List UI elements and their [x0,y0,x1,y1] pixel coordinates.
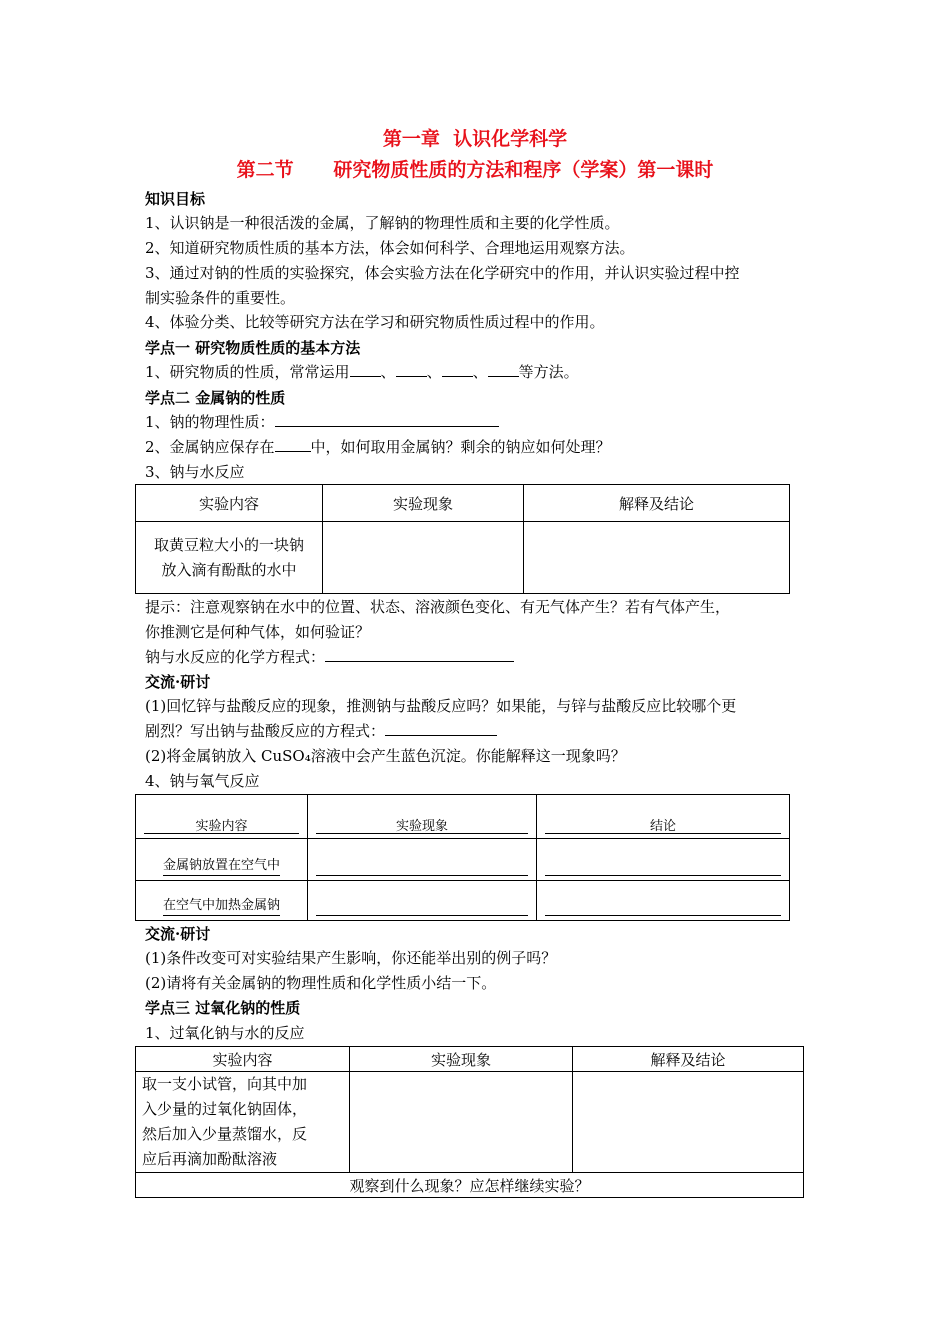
hint-line: 你推测它是何种气体，如何验证？ [145,623,371,641]
table-header: 解释及结论 [573,1047,804,1072]
discuss-heading: 交流·研讨 [145,673,211,691]
header-text: 结论 [545,815,781,834]
goal-item: 1、认识钠是一种很活泼的金属，了解钠的物理性质和主要的化学性质。 [145,214,620,232]
sodium-oxygen-table [135,794,790,921]
question-text: 1、研究物质的性质，常常运用 [145,363,350,381]
fill-blank[interactable] [396,362,427,377]
table-header [136,795,308,839]
discuss-question: (2)请将有关金属钠的物理性质和化学性质小结一下。 [145,974,497,992]
point1-question [145,362,579,382]
header-text: 实验现象 [316,815,528,834]
discuss-heading: 交流·研讨 [145,925,211,943]
answer-line [545,897,781,916]
question-text: 剧烈？写出钠与盐酸反应的方程式： [145,722,386,740]
fill-blank[interactable] [325,647,514,662]
header-text: 实验内容 [144,815,299,834]
point2-q4: 4、钠与氧气反应 [145,772,260,790]
discuss-question [145,721,497,741]
table-cell [136,1072,350,1173]
discuss-question: (2)将金属钠放入 CuSO₄溶液中会产生蓝色沉淀。你能解释这一现象吗？ [145,747,626,765]
point2-q2 [145,437,611,457]
cell-text: 入少量的过氧化钠固体， [142,1100,308,1118]
question-text: 等方法。 [518,363,579,381]
chapter-title: 第一章 认识化学科学 [382,128,568,150]
cell-text: 取黄豆粒大小的一块钠 [153,535,304,554]
sodium-water-table [135,484,790,594]
point2-q3: 3、钠与水反应 [145,463,245,481]
fill-blank[interactable] [275,412,499,427]
goal-item: 4、体验分类、比较等研究方法在学习和研究物质性质过程中的作用。 [145,313,605,331]
answer-line [545,857,781,876]
goal-item: 3、通过对钠的性质的实验探究，体会实验方法在化学研究中的作用，并认识实验过程中控 [145,264,740,282]
separator: 、 [426,363,442,381]
hint-line: 提示：注意观察钠在水中的位置、状态、溶液颜色变化、有无气体产生？若有气体产生， [145,598,731,616]
answer-line [316,857,528,876]
separator: 、 [380,363,396,381]
cell-text: 然后加入少量蒸馏水，反 [142,1125,308,1143]
question-text: 2、金属钠应保存在 [145,438,275,456]
table-header: 实验现象 [350,1047,573,1072]
separator: 、 [472,363,488,381]
answer-cell[interactable] [537,839,790,881]
goal-item: 2、知道研究物质性质的基本方法，体会如何科学、合理地运用观察方法。 [145,239,635,257]
table-cell [136,839,308,881]
table-header [308,795,537,839]
table-header: 实验现象 [323,485,524,522]
table-header: 实验内容 [136,485,323,522]
answer-cell[interactable] [308,839,537,881]
cell-text: 金属钠放置在空气中 [163,857,280,876]
fill-blank[interactable] [442,362,473,377]
fill-blank[interactable] [275,437,311,452]
point3-q1: 1、过氧化钠与水的反应 [145,1024,305,1042]
goals-heading: 知识目标 [145,190,206,208]
cell-text: 放入滴有酚酞的水中 [161,560,297,579]
question-text: 中，如何取用金属钠？剩余的钠应如何处理？ [310,438,611,456]
table-header: 解释及结论 [524,485,790,522]
peroxide-water-table [135,1046,804,1198]
answer-line [316,897,528,916]
table-cell [136,881,308,921]
cell-text: 在空气中加热金属钠 [163,897,280,916]
section-title: 第二节 研究物质性质的方法和程序（学案）第一课时 [236,159,714,181]
cell-text: 取一支小试管，向其中加 [142,1075,308,1093]
discuss-question: (1)回忆锌与盐酸反应的现象，推测钠与盐酸反应吗？如果能，与锌与盐酸反应比较哪个更 [145,697,737,715]
equation-prompt [145,647,514,667]
discuss-question: (1)条件改变可对实验结果产生影响，你还能举出别的例子吗？ [145,949,557,967]
fill-blank[interactable] [385,721,497,736]
question-text: 1、钠的物理性质： [145,413,275,431]
goal-item: 制实验条件的重要性。 [145,289,296,307]
point2-q1 [145,412,499,432]
table-footer: 观察到什么现象？应怎样继续实验？ [136,1173,804,1198]
table-header [537,795,790,839]
point1-heading: 学点一 研究物质性质的基本方法 [145,339,361,357]
answer-cell[interactable] [537,881,790,921]
cell-text: 应后再滴加酚酞溶液 [142,1150,278,1168]
answer-cell[interactable] [573,1072,804,1173]
fill-blank[interactable] [488,362,519,377]
table-cell [136,522,323,594]
point3-heading: 学点三 过氧化钠的性质 [145,999,301,1017]
answer-cell[interactable] [323,522,524,594]
fill-blank[interactable] [350,362,381,377]
table-header: 实验内容 [136,1047,350,1072]
answer-cell[interactable] [350,1072,573,1173]
answer-cell[interactable] [524,522,790,594]
point2-heading: 学点二 金属钠的性质 [145,389,286,407]
question-text: 钠与水反应的化学方程式： [145,648,326,666]
answer-cell[interactable] [308,881,537,921]
